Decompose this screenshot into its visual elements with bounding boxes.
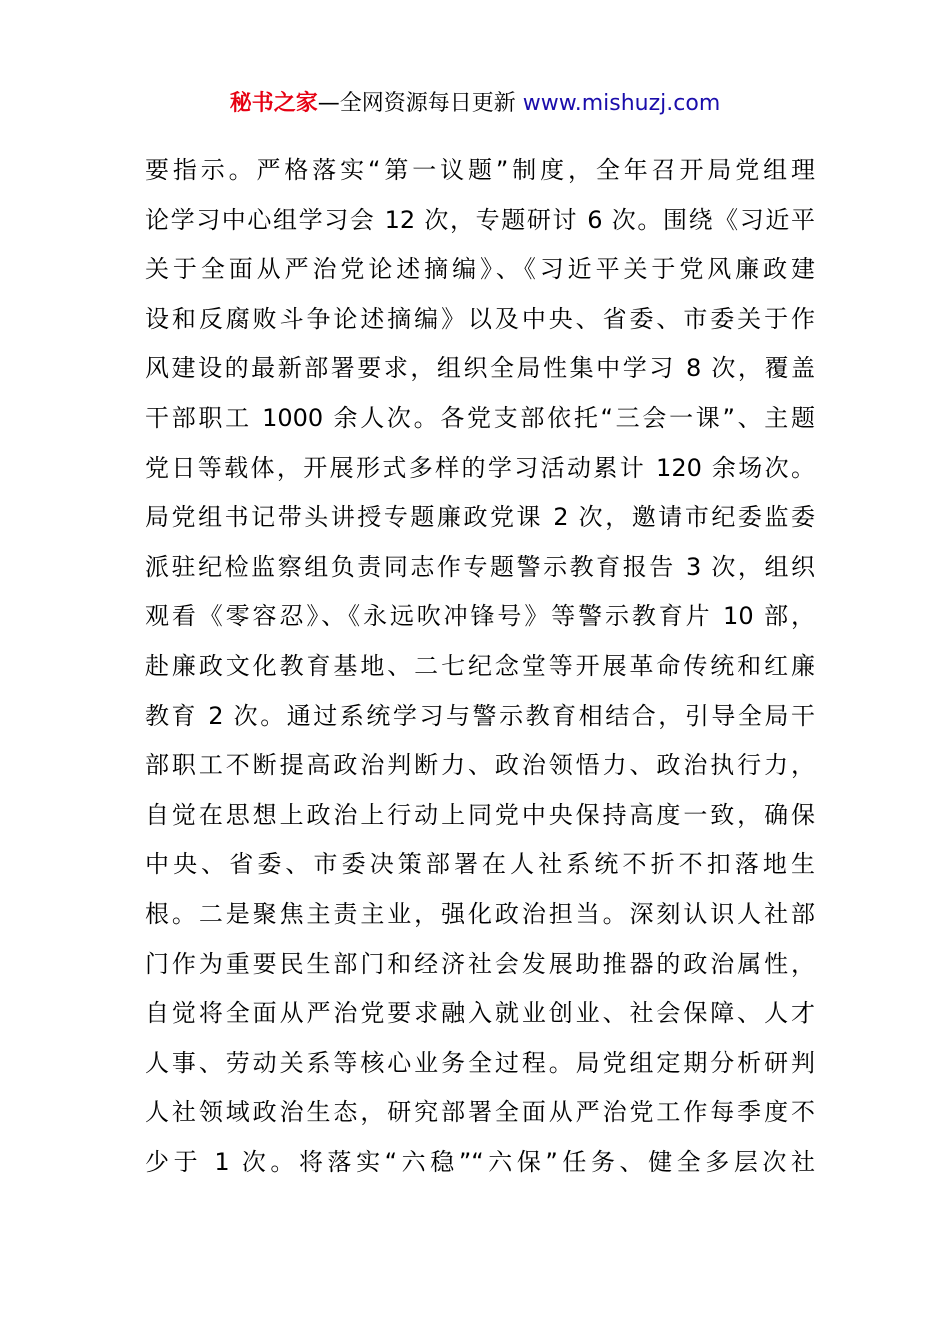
- text-line: 根。二是聚焦主责主业，强化政治担当。深刻认识人社部: [145, 899, 815, 928]
- text-line: 局党组书记带头讲授专题廉政党课 2 次，邀请市纪委监委: [145, 503, 815, 532]
- document-body: [145, 146, 815, 1187]
- text-line: 人事、劳动关系等核心业务全过程。局党组定期分析研判: [145, 1048, 815, 1077]
- text-line: 中央、省委、市委决策部署在人社系统不折不扣落地生: [145, 850, 815, 879]
- text-line: 教育 2 次。通过系统学习与警示教育相结合，引导全局干: [145, 701, 815, 730]
- text-line: 党日等载体，开展形式多样的学习活动累计 120 余场次。: [145, 453, 815, 482]
- text-line: 自觉将全面从严治党要求融入就业创业、社会保障、人才: [145, 999, 815, 1028]
- text-line: 观看《零容忍》、《永远吹冲锋号》等警示教育片 10 部，: [145, 602, 815, 631]
- header-tagline: —全网资源每日更新: [317, 91, 523, 116]
- text-line: 设和反腐败斗争论述摘编》以及中央、省委、市委关于作: [145, 304, 815, 333]
- text-line: 人社领域政治生态，研究部署全面从严治党工作每季度不: [145, 1098, 815, 1127]
- text-line: 赴廉政文化教育基地、二七纪念堂等开展革命传统和红廉: [145, 651, 815, 680]
- text-line: 门作为重要民生部门和经济社会发展助推器的政治属性，: [145, 949, 815, 978]
- text-line: 自觉在思想上政治上行动上同党中央保持高度一致，确保: [145, 800, 815, 829]
- text-line: 要指示。严格落实“第一议题”制度，全年召开局党组理: [145, 156, 815, 184]
- page-header: [0, 86, 950, 122]
- text-line: 干部职工 1000 余人次。各党支部依托“三会一课”、主题: [145, 403, 815, 432]
- brand-name: 秘书之家: [229, 91, 318, 116]
- site-url-link[interactable]: www.mishuzj.com: [522, 91, 721, 116]
- text-line: 部职工不断提高政治判断力、政治领悟力、政治执行力，: [145, 751, 815, 780]
- text-line: 论学习中心组学习会 12 次，专题研讨 6 次。围绕《习近平: [145, 205, 815, 234]
- text-line: 少于 1 次。将落实“六稳”“六保”任务、健全多层次社: [145, 1147, 815, 1176]
- text-line: 派驻纪检监察组负责同志作专题警示教育报告 3 次，组织: [145, 552, 815, 581]
- text-line: 关于全面从严治党论述摘编》、《习近平关于党风廉政建: [145, 255, 815, 284]
- text-line: 风建设的最新部署要求，组织全局性集中学习 8 次，覆盖: [145, 354, 815, 383]
